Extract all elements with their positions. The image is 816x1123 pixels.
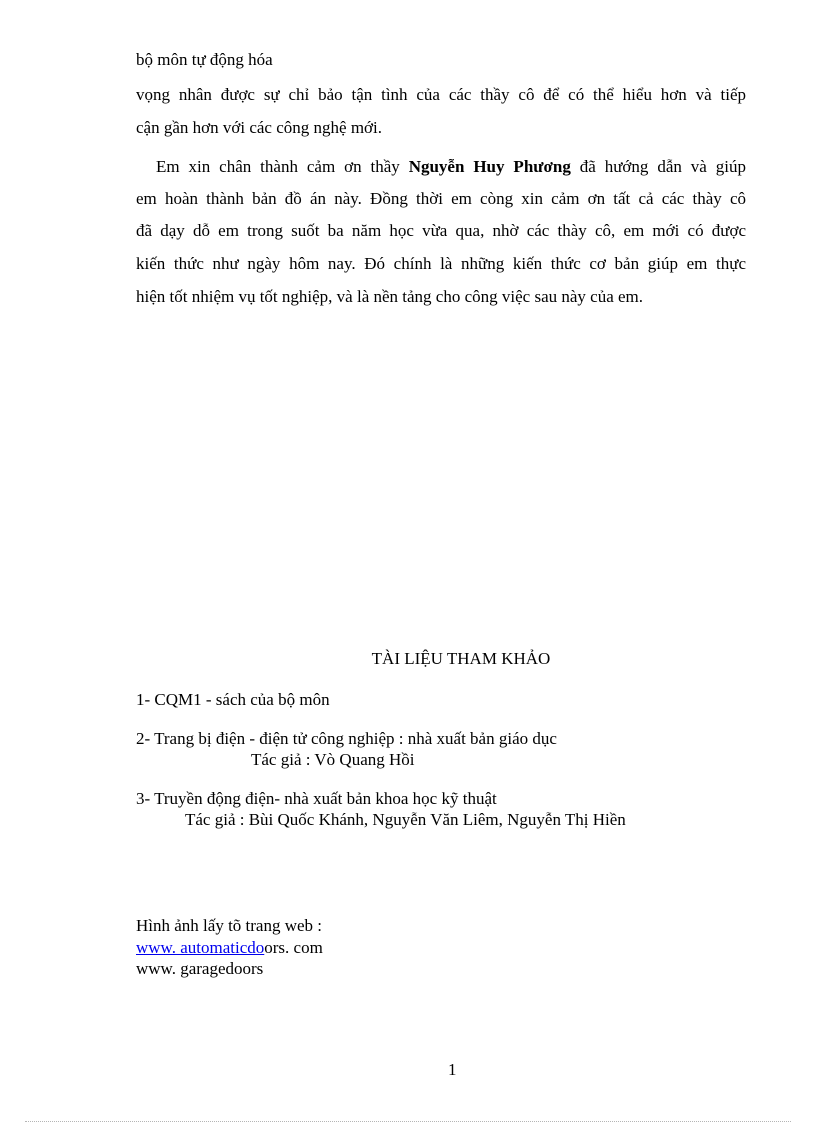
thanks-line-5: hiện tốt nhiệm vụ tốt nghiệp, và là nền tảng cho công việc sau này của em.: [136, 287, 644, 306]
source-link-1: [136, 938, 323, 958]
reference-item-3: 3- Truyền động điện- nhà xuất bản khoa học kỹ thuật: [136, 789, 497, 808]
reference-item-3-author: Tác giả : Bùi Quốc Khánh, Nguyễn Văn Liêm, Nguyễn Thị Hiền: [185, 810, 626, 829]
department-header: bộ môn tự động hóa: [136, 50, 273, 69]
image-sources-label: Hình ảnh lấy tõ trang web :: [136, 916, 323, 935]
thanks-line-1-start: Em xin chân thành cảm ơn thầy: [156, 157, 409, 176]
source-link-1-rest: ors. com: [264, 938, 323, 957]
source-link-1-hyperlink[interactable]: www. automaticdo: [136, 938, 265, 957]
page-number: 1: [448, 1060, 457, 1079]
thanks-line-4: kiến thức như ngày hôm nay. Đó chính là những kiến thức cơ bản giúp em thực: [136, 254, 746, 273]
page-bottom-divider: [25, 1121, 791, 1122]
reference-item-1: 1- CQM1 - sách của bộ môn: [136, 690, 330, 709]
thanks-line-1-end: đã hướng dẫn và giúp: [570, 157, 746, 176]
thanks-line-3: đã dạy dỗ em trong suốt ba năm học vừa qua, nhờ các thày cô, em mới có được: [136, 221, 746, 240]
source-link-2: www. garagedoors: [136, 959, 264, 978]
intro-line-2: cận gần hơn với các công nghệ mới.: [136, 118, 383, 137]
reference-item-2-author: Tác giả : Vò Quang Hồi: [251, 750, 415, 769]
intro-line-1: vọng nhân được sự chỉ bảo tận tình của các thầy cô để có thể hiểu hơn và tiếp: [136, 85, 746, 104]
reference-item-2: 2- Trang bị điện - điện tử công nghiệp : nhà xuất bản giáo dục: [136, 729, 557, 748]
thanks-line-1: [156, 157, 746, 177]
thanks-line-2: em hoàn thành bản đồ án này. Đồng thời em còng xin cảm ơn tất cả các thày cô: [136, 189, 746, 208]
references-title: TÀI LIỆU THAM KHẢO: [371, 649, 551, 668]
teacher-name: Nguyễn Huy Phương: [408, 157, 571, 176]
